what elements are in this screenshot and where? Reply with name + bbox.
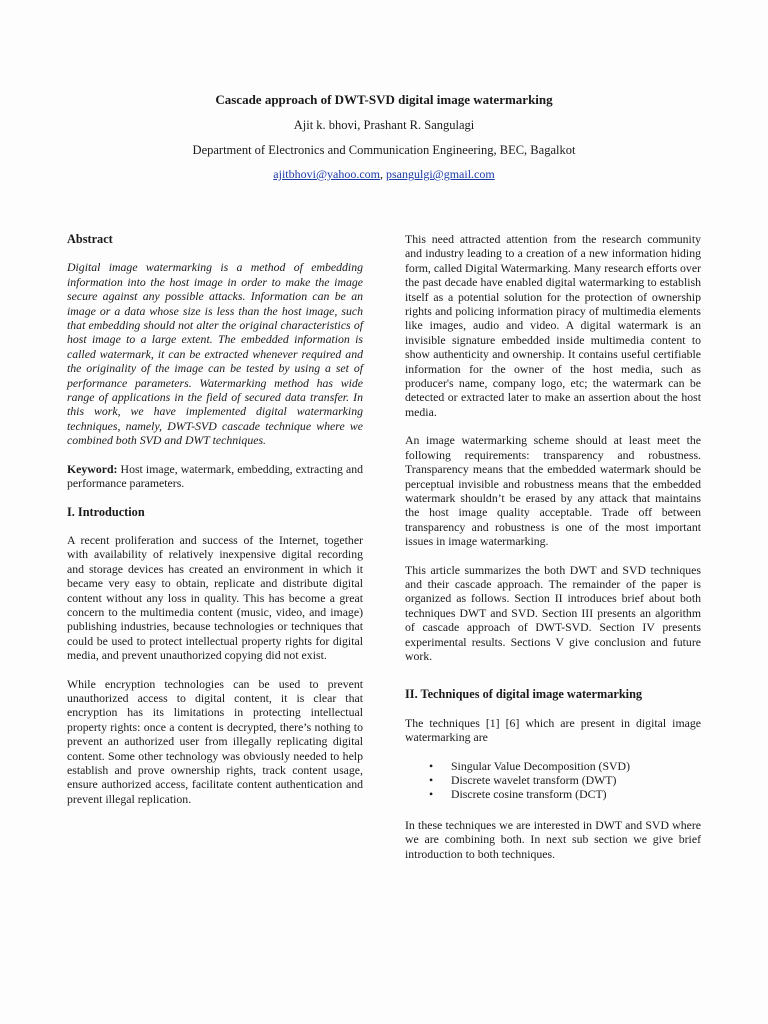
bullet-icon: •: [429, 773, 434, 787]
techniques-list: [405, 759, 701, 802]
paper-affiliation: Department of Electronics and Communication Engineering, BEC, Bagalkot: [192, 143, 576, 157]
right-column: [405, 232, 701, 875]
list-item: [429, 773, 701, 787]
list-item: [429, 758, 701, 773]
author-emails: [0, 167, 768, 182]
technique-label: Discrete wavelet transform (DWT): [451, 773, 617, 787]
right-paragraph-2: An image watermarking scheme should at least meet the following requirements: transparency and robustness. Transparency means that the embedded watermark should be perceptual invisible and robustness means that the embedded watermark shouldn’t be erased by any attack that maintains the host image quality acceptable. Trade off between transparency and robustness is one of the most important issues in image watermarking.: [405, 433, 701, 549]
intro-paragraph-1: A recent proliferation and success of the Internet, together with availability of relatively inexpensive digital recording and storage devices has created an environment in which it became very easy to obtain, replicate and distribute digital content without any loss in quality. This has become a great concern to the multimedia content (music, video, and image) publishing industries, because technologies or techniques that could be used to protect intellectual property rights for digital media, and prevent unauthorized copying did not exist.: [67, 532, 363, 663]
keyword-label: Keyword:: [67, 461, 118, 476]
bullet-icon: •: [429, 758, 434, 773]
paper-title: Cascade approach of DWT-SVD digital image watermarking: [215, 92, 553, 107]
left-column: [67, 232, 363, 820]
section2-paragraph-1: The techniques [1] [6] which are present in digital image watermarking are: [405, 715, 701, 745]
right-paragraph-1: This need attracted attention from the research community and industry leading to a creation of a new information hiding form, called Digital Watermarking. Many research efforts over the past decade have enabled digital watermarking to establish itself as a potential solution for the protection of ownership rights and policing information piracy of multimedia elements like images, audio and video. A digital watermark is an invisible signature embedded inside multimedia content to show authenticity and ownership. It contains useful certifiable information for the owner of the host media, such as producer's name, company logo, etc; the watermark can be detected or extracted later to make an assertion about the host media.: [405, 232, 701, 419]
intro-heading: I. Introduction: [67, 504, 145, 519]
keywords: [67, 462, 363, 491]
email-link-1[interactable]: ajitbhovi@yahoo.com: [273, 167, 380, 181]
paper-header: [0, 92, 768, 182]
keyword-text: Host image, watermark, embedding, extracting and performance parameters.: [67, 461, 363, 491]
right-paragraph-3: This article summarizes the both DWT and SVD techniques and their cascade approach. The remainder of the paper is organized as follows. Section II introduces brief about both techniques DWT and SVD. Section III presents an algorithm of cascade approach of DWT-SVD. Section IV presents experimental results. Sections V give conclusion and future work.: [405, 562, 701, 663]
section2-heading: II. Techniques of digital image watermarking: [405, 687, 643, 702]
list-item: [429, 787, 701, 802]
email-link-2[interactable]: psangulgi@gmail.com: [386, 167, 495, 181]
abstract-heading: Abstract: [67, 232, 113, 246]
paper-authors: Ajit k. bhovi, Prashant R. Sangulagi: [293, 118, 475, 132]
intro-paragraph-2: While encryption technologies can be used to prevent unauthorized access to digital content, it is clear that encryption has its limitations in protecting intellectual property rights: once a content is decrypted, there’s nothing to prevent an authorized user from illegally replicating digital content. Some other technology was obviously needed to help establish and prove ownership rights, track content usage, ensure authorized access, facilitate content authentication and prevent illegal replication.: [67, 676, 363, 806]
abstract-body: Digital image watermarking is a method of embedding information into the host image in order to make the image secure against any possible attacks. Information can be an image or a data whose size is less than the host image, such that embedding should not alter the original characteristics of host image to a large extent. The embedded information is called watermark, it can be extracted whenever required and the originality of the image can be tested by using a set of performance parameters. Watermarking method has wide range of applications in the field of secured data transfer. In this work, we have implemented digital watermarking techniques, namely, DWT-SVD cascade technique where we combined both SVD and DWT techniques.: [67, 260, 363, 448]
bullet-icon: •: [429, 787, 434, 802]
section2-paragraph-2: In these techniques we are interested in DWT and SVD where we are combining both. In next sub section we give brief introduction to both techniques.: [405, 817, 701, 861]
technique-label: Singular Value Decomposition (SVD): [451, 758, 631, 773]
technique-label: Discrete cosine transform (DCT): [451, 787, 607, 802]
email-separator: ,: [380, 167, 386, 181]
